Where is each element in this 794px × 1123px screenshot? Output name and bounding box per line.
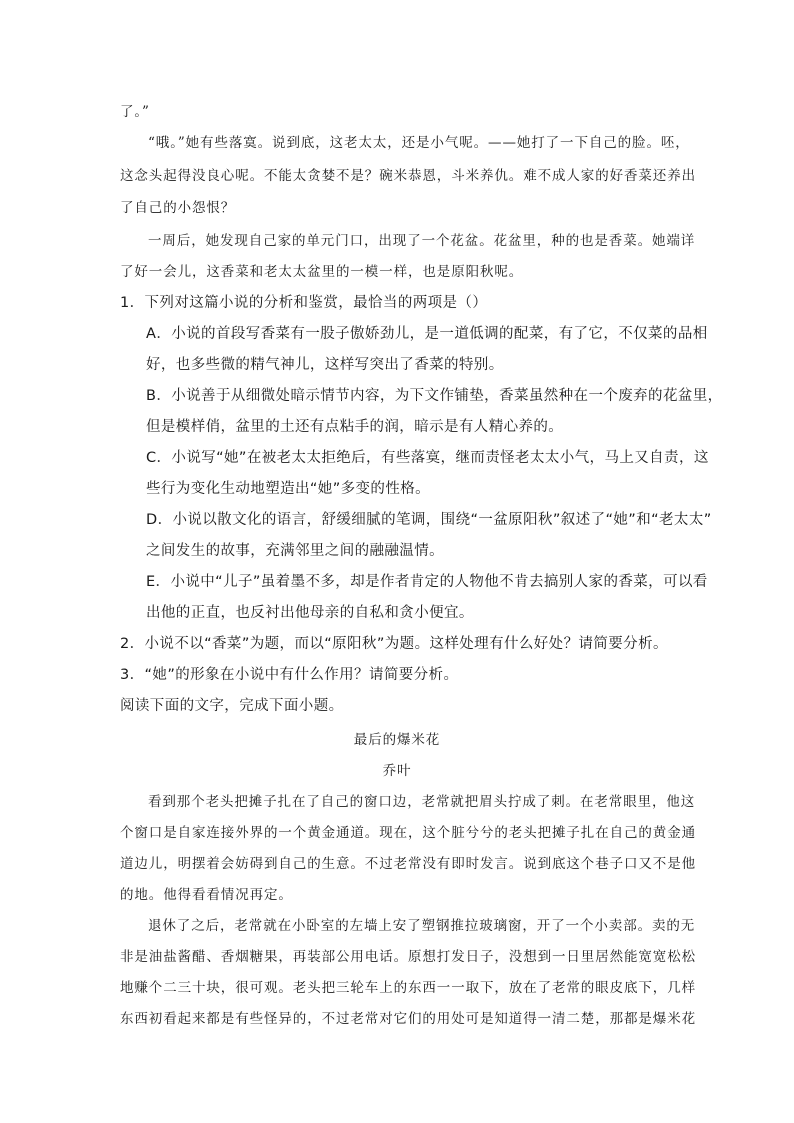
passage2-line-8: 东西初看起来都是有些怪异的，不过老常对它们的用处可是知道得一清二楚，那都是爆米花 bbox=[120, 1011, 696, 1027]
passage1-line-6: 了好一会儿，这香菜和老太太盆里的一模一样，也是原阳秋呢。 bbox=[120, 264, 524, 280]
passage2-line-4: 的地。他得看看情况再定。 bbox=[120, 887, 293, 903]
question-1-stem: 1．下列对这篇小说的分析和鉴赏，最恰当的两项是（） bbox=[120, 295, 488, 311]
passage2-line-7: 地赚个二三十块，很可观。老头把三轮车上的东西一一取下，放在了老常的眼皮底下，几样 bbox=[120, 980, 696, 996]
passage2-line-1: 看到那个老头把摊子扎在了自己的窗口边，老常就把眉头拧成了刺。在老常眼里，他这 bbox=[148, 794, 696, 810]
option-e-line-2: 出他的正直，也反衬出他母亲的自私和贪小便宜。 bbox=[146, 605, 474, 621]
option-b-line-1: B．小说善于从细微处暗示情节内容，为下文作铺垫，香菜虽然种在一个废弃的花盆里， bbox=[146, 388, 723, 404]
question-3: 3．“她”的形象在小说中有什么作用？请简要分析。 bbox=[120, 667, 459, 683]
passage2-line-2: 个窗口是自家连接外界的一个黄金通道。现在，这个脏兮兮的老头把摊子扎在自己的黄金通 bbox=[120, 825, 696, 841]
passage2-line-5: 退休了之后，老常就在小卧室的左墙上安了塑钢推拉玻璃窗，开了一个小卖部。卖的无 bbox=[148, 918, 696, 934]
option-b-line-2: 但是模样俏，盆里的土还有点粘手的润，暗示是有人精心养的。 bbox=[146, 419, 564, 435]
option-c-line-1: C．小说写“她”在被老太太拒绝后，有些落寞，继而责怪老太太小气，马上又自责，这 bbox=[146, 450, 709, 466]
passage2-line-6: 非是油盐酱醋、香烟糖果，再装部公用电话。原想打发日子，没想到一日里居然能宽宽松松 bbox=[120, 949, 696, 965]
question-2: 2．小说不以“香菜”为题，而以“原阳秋”为题。这样处理有什么好处？请简要分析。 bbox=[120, 636, 668, 652]
option-a-line-1: A．小说的首段写香菜有一股子傲娇劲儿，是一道低调的配菜，有了它，不仅菜的品相 bbox=[146, 326, 708, 342]
option-c-line-2: 些行为变化生动地塑造出“她”多变的性格。 bbox=[146, 481, 431, 497]
option-d-line-1: D．小说以散文化的语言，舒缓细腻的笔调，围绕“一盆原阳秋”叙述了“她”和“老太太” bbox=[146, 512, 712, 528]
reading-instruction: 阅读下面的文字，完成下面小题。 bbox=[120, 698, 344, 714]
passage1-line-3: 这念头起得没良心呢。不能太贪婪不是？碗米恭恩，斗米养仇。难不成人家的好香菜还养出 bbox=[120, 168, 696, 184]
story-author: 乔叶 bbox=[382, 763, 412, 779]
passage1-line-2: “哦。”她有些落寞。说到底，这老太太，还是小气呢。——她打了一下自己的脸。呸， bbox=[148, 135, 690, 151]
story-title: 最后的爆米花 bbox=[353, 732, 441, 748]
passage2-line-3: 道边儿，明摆着会妨碍到自己的生意。不过老常没有即时发言。说到底这个巷子口又不是他 bbox=[120, 856, 696, 872]
option-e-line-1: E．小说中“儿子”虽着墨不多，却是作者肯定的人物他不肯去搞别人家的香菜，可以看 bbox=[146, 574, 708, 590]
option-a-line-2: 好，也多些微的精气神儿，这样写突出了香菜的特别。 bbox=[146, 357, 504, 373]
passage1-line-4: 了自己的小怨恨？ bbox=[120, 200, 236, 216]
passage1-line-1: 了。” bbox=[120, 104, 150, 120]
passage1-line-5: 一周后，她发现自己家的单元门口，出现了一个花盆。花盆里，种的也是香菜。她端详 bbox=[148, 233, 696, 249]
option-d-line-2: 之间发生的故事，充满邻里之间的融融温情。 bbox=[146, 543, 444, 559]
